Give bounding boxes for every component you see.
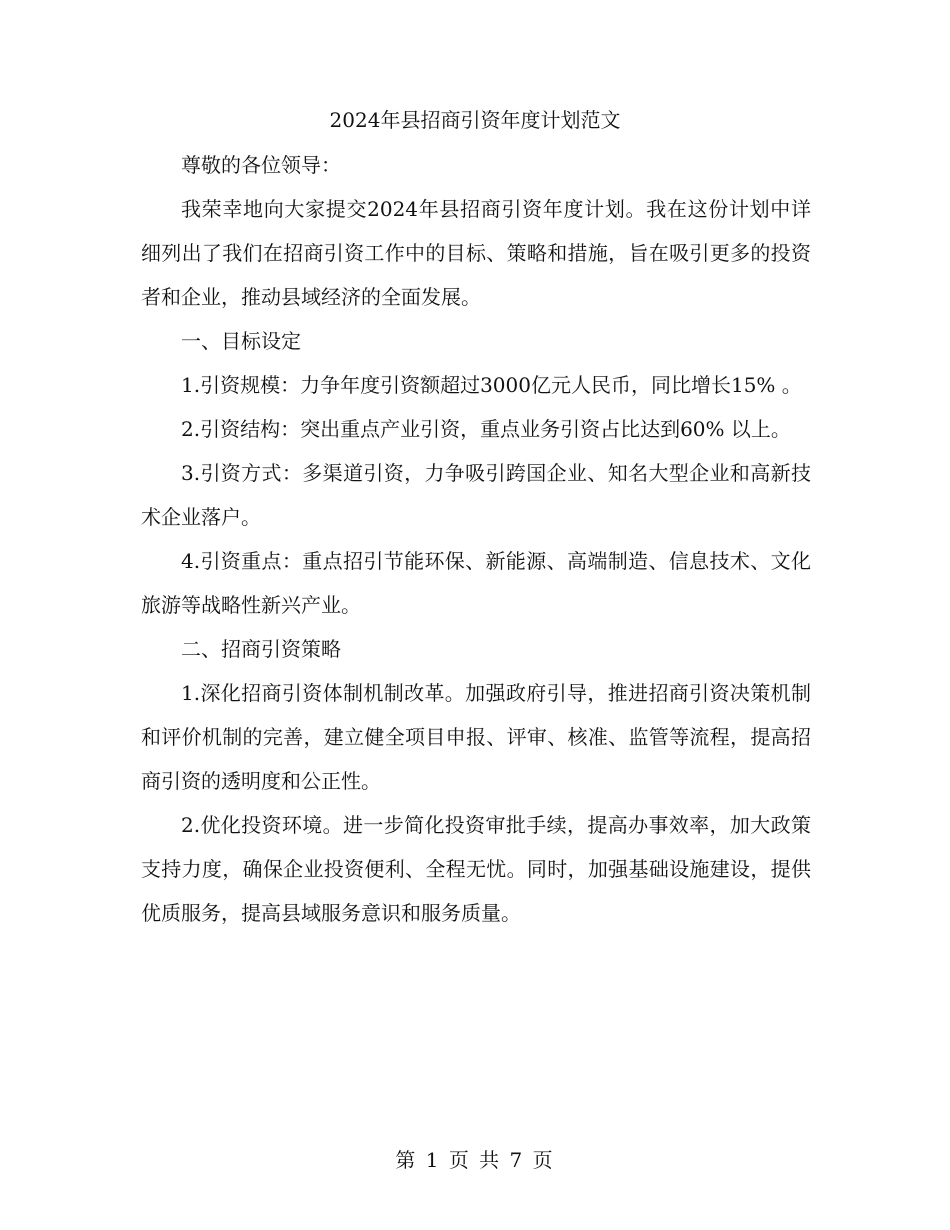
document-title: 2024年县招商引资年度计划范文: [329, 108, 621, 132]
goal-item-2: 2.引资结构：突出重点产业引资，重点业务引资占比达到60% 以上。: [181, 417, 791, 441]
intro-paragraph: 我荣幸地向大家提交2024年县招商引资年度计划。我在这份计划中详细列出了我们在招商引资工作中的目标、策略和措施，旨在吸引更多的投资者和企业，推动县域经济的全面发展。: [141, 197, 811, 309]
strategy-item-2: 2.优化投资环境。进一步简化投资审批手续，提高办事效率，加大政策支持力度，确保企业投资便利、全程无忧。同时，加强基础设施建设，提供优质服务，提高县域服务意识和服务质量。: [141, 813, 811, 925]
salutation: 尊敬的各位领导：: [181, 153, 341, 177]
page-footer: 第 1 页 共 7 页: [395, 1148, 555, 1172]
strategy-item-1: 1.深化招商引资体制机制改革。加强政府引导，推进招商引资决策机制和评价机制的完善，建立健全项目申报、评审、核准、监管等流程，提高招商引资的透明度和公正性。: [141, 681, 811, 793]
goal-item-4: 4.引资重点：重点招引节能环保、新能源、高端制造、信息技术、文化旅游等战略性新兴产业。: [141, 549, 811, 617]
section-heading-goals: 一、目标设定: [181, 329, 301, 353]
goal-item-3: 3.引资方式：多渠道引资，力争吸引跨国企业、知名大型企业和高新技术企业落户。: [141, 461, 811, 529]
section-heading-strategy: 二、招商引资策略: [181, 637, 341, 661]
document-body: [141, 143, 811, 935]
goal-item-1: 1.引资规模：力争年度引资额超过3000亿元人民币，同比增长15% 。: [181, 373, 802, 397]
